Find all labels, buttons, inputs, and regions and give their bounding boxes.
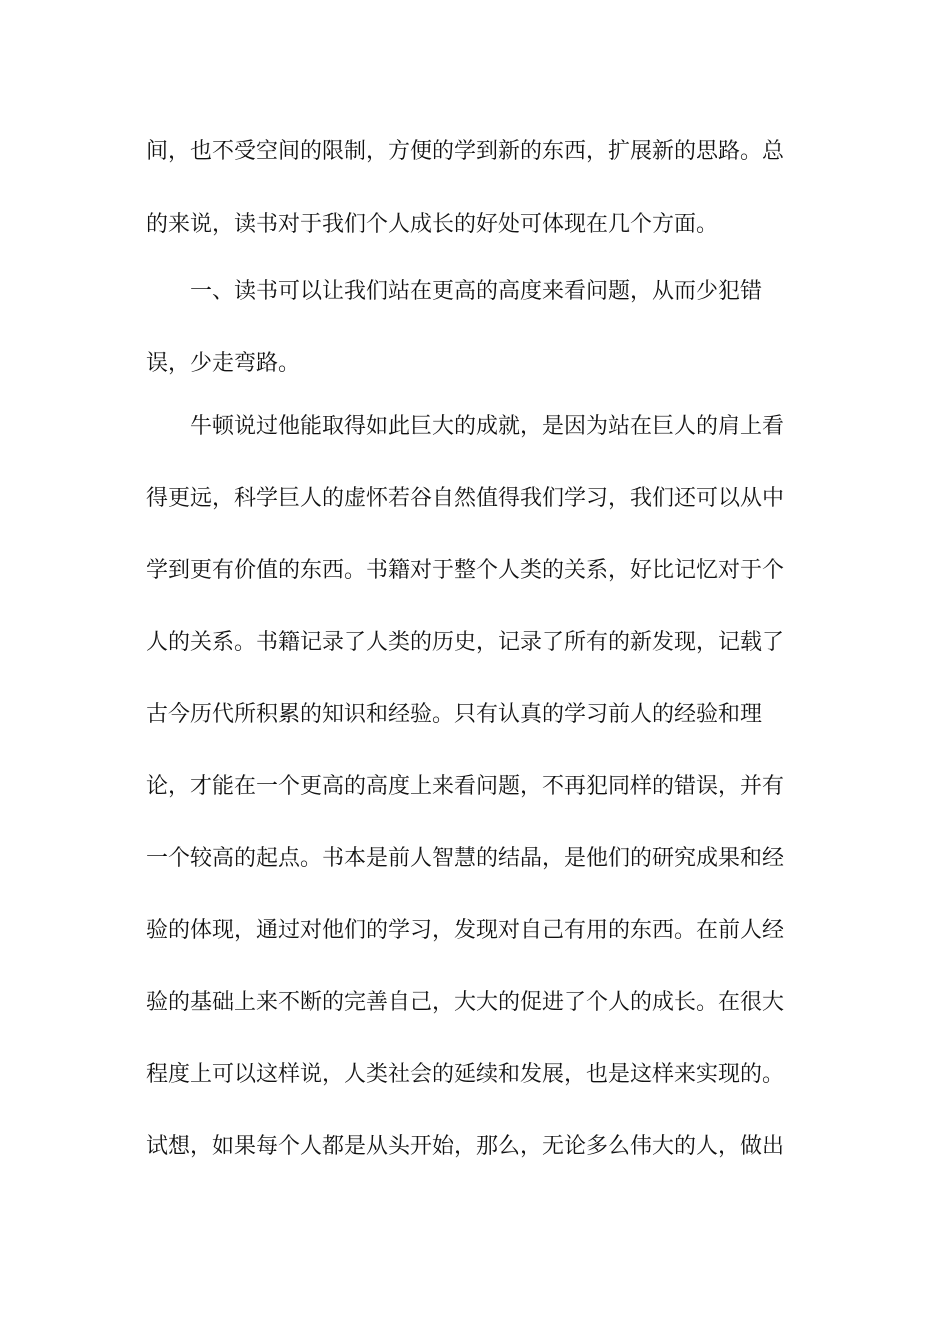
text-line: 学到更有价值的东西。书籍对于整个人类的关系，好比记忆对于个: [146, 558, 785, 583]
heading-line: 误，少走弯路。: [146, 351, 301, 376]
text-line: 验的体现，通过对他们的学习，发现对自己有用的东西。在前人经: [146, 918, 785, 943]
text-line: 人的关系。书籍记录了人类的历史，记录了所有的新发现，记载了: [146, 630, 785, 655]
text-line: 间，也不受空间的限制，方便的学到新的东西，扩展新的思路。总: [146, 139, 785, 164]
heading-line: 一、读书可以让我们站在更高的高度来看问题，从而少犯错: [190, 279, 763, 304]
text-line: 验的基础上来不断的完善自己，大大的促进了个人的成长。在很大: [146, 990, 785, 1015]
text-line: 试想，如果每个人都是从头开始，那么，无论多么伟大的人，做出: [146, 1134, 785, 1159]
text-line: 程度上可以这样说，人类社会的延续和发展，也是这样来实现的。: [146, 1062, 785, 1087]
text-line: 古今历代所积累的知识和经验。只有认真的学习前人的经验和理: [146, 702, 763, 727]
text-line: 得更远，科学巨人的虚怀若谷自然值得我们学习，我们还可以从中: [146, 486, 785, 511]
text-line: 牛顿说过他能取得如此巨大的成就，是因为站在巨人的肩上看: [190, 414, 785, 439]
text-line: 的来说，读书对于我们个人成长的好处可体现在几个方面。: [146, 212, 719, 237]
text-line: 论，才能在一个更高的高度上来看问题，不再犯同样的错误，并有: [146, 774, 785, 799]
text-line: 一个较高的起点。书本是前人智慧的结晶，是他们的研究成果和经: [146, 846, 785, 871]
